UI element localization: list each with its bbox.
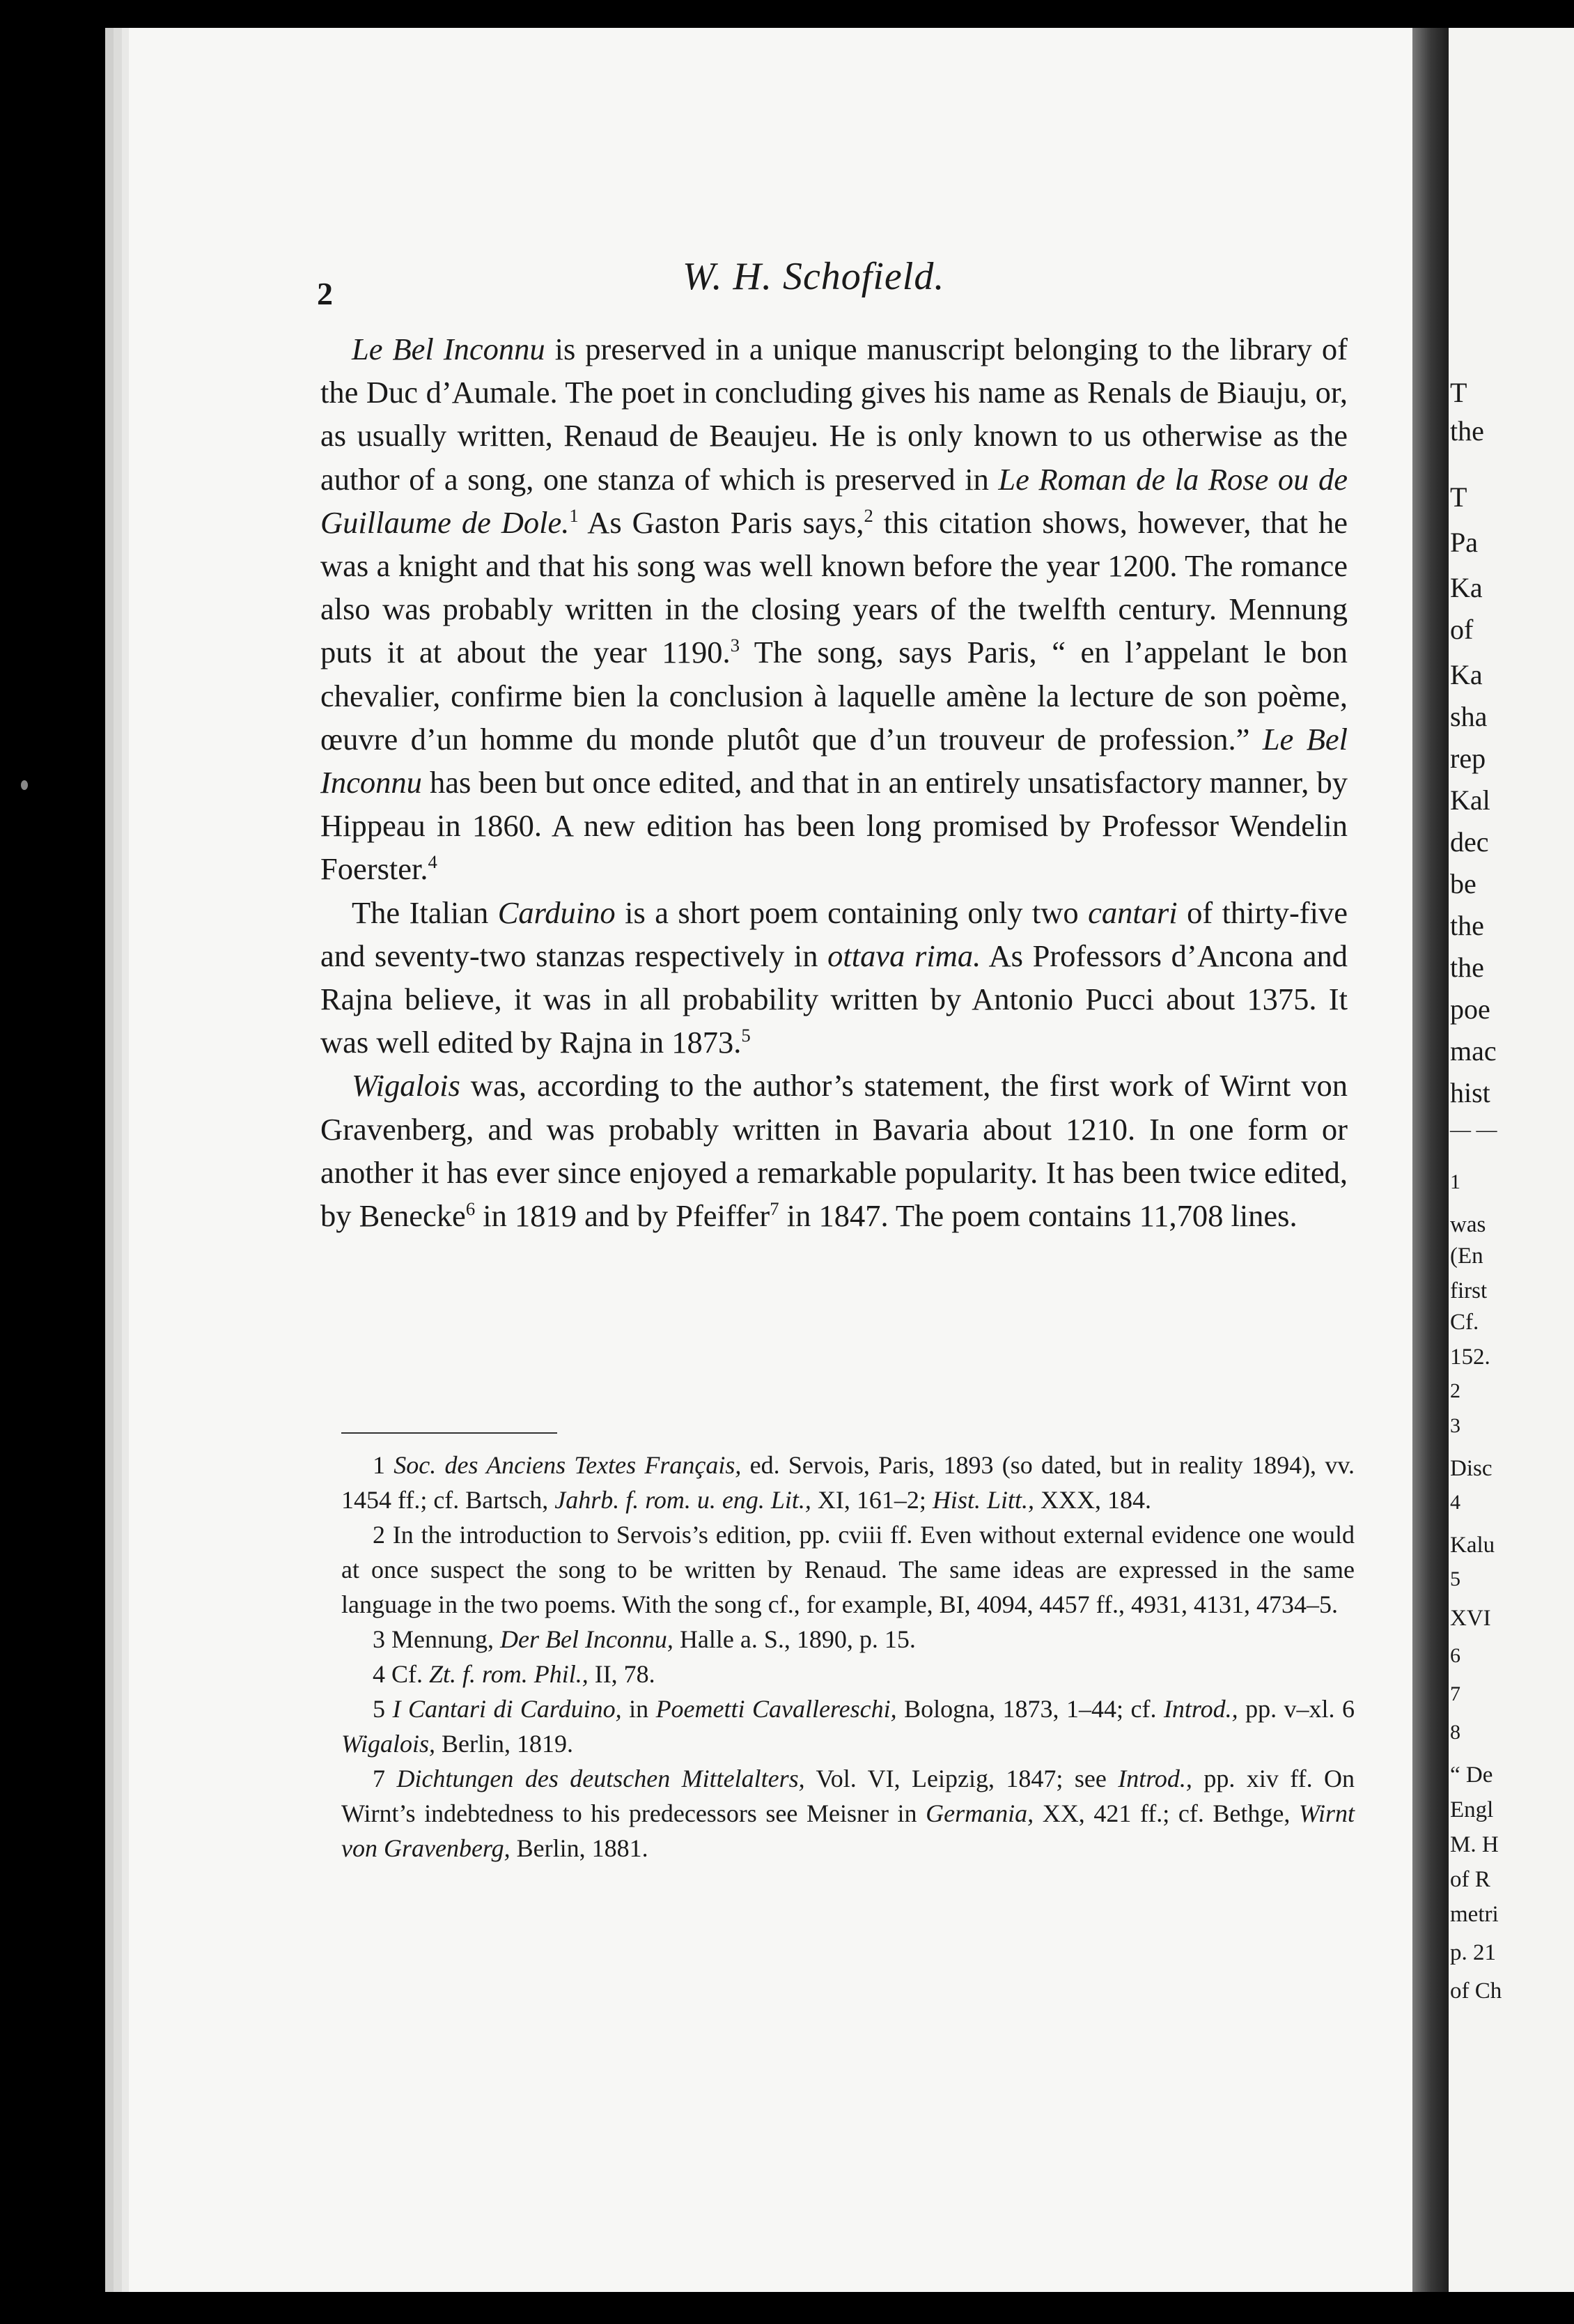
text-run: ed. Servois, Paris, 1893 (so dated, but in reality 1894), vv. 1454 ff.; cf. Bartsch, <box>341 1451 1355 1514</box>
text-run: ottava rima. <box>827 938 981 973</box>
text-run: has been but once edited, and that in an entirely unsatisfactory manner, by Hippeau in 1860. A new edition has been long promised by Professor Wendelin Foerster. <box>320 765 1348 887</box>
footnote-marker: 2 <box>864 504 873 526</box>
text-run: Germania, <box>926 1799 1034 1827</box>
footnote-marker: 6 <box>465 1198 476 1220</box>
footnote-7 <box>341 1761 1355 1866</box>
text-run: Berlin, 1819. <box>435 1730 574 1758</box>
right-page-fragment: be <box>1450 868 1476 899</box>
text-run: pp. xiv ff. On Wirnt’s indebtedness to his predecessors see Meisner in <box>341 1765 1355 1827</box>
footnote-marker: 5 <box>741 1025 751 1046</box>
right-page-fragment: Engl <box>1450 1797 1494 1822</box>
right-page-fragment: (En <box>1450 1244 1483 1269</box>
right-page-fragment: dec <box>1450 826 1489 858</box>
right-page-fragment: rep <box>1450 743 1486 774</box>
text-run: Dichtungen des deutschen Mittelalters, <box>396 1765 805 1792</box>
paragraph-carduino <box>320 891 1348 1064</box>
text-run: Hist. Litt., <box>932 1486 1034 1514</box>
text-run: 2 In the introduction to Servois’s edition, pp. cviii ff. Even without external evidence one would at once suspect the song to be written by Renaud. The same ideas are expressed in the same language in the two poems. With the song cf., for example, BI, 4094, 4457 ff., 4931, 4131, 4734–5. <box>341 1521 1355 1618</box>
text-run: As Gaston Paris says, <box>578 504 864 540</box>
right-page-fragment: Cf. <box>1450 1310 1479 1335</box>
right-page-fragment: sha <box>1450 701 1488 732</box>
text-run: Introd., <box>1118 1765 1192 1792</box>
right-page-fragment: of R <box>1450 1867 1490 1892</box>
right-page-fragment: 152. <box>1450 1345 1490 1370</box>
right-page-fragment: Disc <box>1450 1456 1493 1481</box>
right-page-fragment: “ De <box>1450 1763 1493 1788</box>
text-run: Le Bel Inconnu <box>352 332 545 366</box>
footnote-marker: 1 <box>569 504 579 526</box>
right-page-fragment: T <box>1450 481 1467 513</box>
text-run: Soc. des Anciens Textes Français, <box>394 1451 742 1479</box>
footnote-4 <box>341 1657 1355 1691</box>
text-run: Vol. VI, Leipzig, 1847; see <box>804 1765 1119 1792</box>
right-page-fragment: Kal <box>1450 784 1490 816</box>
text-run: in 1819 and by Pfeiffer <box>475 1198 770 1234</box>
right-page-fragment: Pa <box>1450 527 1478 558</box>
text-run: Halle a. S., 1890, p. 15. <box>673 1625 916 1653</box>
right-page-fragment: Kalu <box>1450 1533 1495 1558</box>
text-run: this citation shows, however, that he was a knight and that his song was well known before the year 1200. The romance also was probably written in the closing years of the twelfth century. Mennung puts it at about the year 1190. <box>320 504 1348 670</box>
right-page-fragment: of <box>1450 614 1474 645</box>
text-run: Wigalois <box>352 1068 460 1103</box>
text-run: Berlin, 1881. <box>510 1834 648 1862</box>
right-page-fragment: — — <box>1450 1118 1497 1141</box>
text-run: 1 <box>373 1451 394 1479</box>
text-run: The Italian <box>352 894 498 930</box>
right-page-fragment: 1 <box>1450 1170 1460 1193</box>
text-run: in <box>621 1695 656 1723</box>
text-run: Le Bel Inconnu <box>320 721 1348 800</box>
text-run: Der Bel Inconnu, <box>500 1625 673 1653</box>
footnote-rule <box>341 1432 557 1434</box>
right-page-fragment: 8 <box>1450 1721 1460 1744</box>
text-run: 7 <box>373 1765 397 1792</box>
footnotes <box>341 1448 1355 1866</box>
footnote-marker: 7 <box>770 1198 779 1220</box>
right-page-fragment: T <box>1450 377 1467 408</box>
footnote-5-6 <box>341 1691 1355 1761</box>
paragraph-le-bel-inconnu <box>320 327 1348 891</box>
text-run: Wigalois, <box>341 1730 436 1758</box>
text-run: Jahrb. f. rom. u. eng. Lit., <box>554 1486 811 1514</box>
text-run: 4 Cf. <box>373 1660 429 1688</box>
right-page-fragment: the <box>1450 415 1484 447</box>
text-run: of thirty-five and seventy-two stanzas respectively in <box>320 894 1348 973</box>
text-run: in 1847. The poem contains 11,708 lines. <box>779 1198 1298 1234</box>
right-page-fragment: mac <box>1450 1035 1497 1067</box>
right-page-fragment: XVI <box>1450 1606 1491 1631</box>
text-run: 5 <box>373 1695 393 1723</box>
text-run: Bologna, 1873, 1–44; cf. <box>896 1695 1164 1723</box>
right-page-fragment: p. 21 <box>1450 1940 1496 1965</box>
right-page-fragment: 5 <box>1450 1567 1460 1590</box>
text-run: I Cantari di Carduino, <box>392 1695 622 1723</box>
text-run: XX, 421 ff.; cf. Bethge, <box>1034 1799 1299 1827</box>
footnote-2 <box>341 1517 1355 1622</box>
right-page-fragment: metri <box>1450 1902 1499 1927</box>
right-page-fragment: the <box>1450 952 1484 983</box>
text-run: Introd., <box>1163 1695 1238 1723</box>
right-page-fragment: the <box>1450 910 1484 941</box>
text-run: XXX, 184. <box>1034 1486 1151 1514</box>
paragraph-wigalois <box>320 1064 1348 1237</box>
text-run: II, 78. <box>588 1660 655 1688</box>
text-run: 3 Mennung, <box>373 1625 500 1653</box>
right-page-fragment: Ka <box>1450 572 1483 603</box>
text-run: is a short poem containing only two <box>615 894 1089 930</box>
right-page-fragment: hist <box>1450 1077 1490 1108</box>
right-page-fragment: Ka <box>1450 659 1483 690</box>
text-run: pp. v–xl. 6 <box>1238 1695 1355 1723</box>
body-text <box>320 327 1348 1237</box>
right-page-fragment: poe <box>1450 993 1490 1025</box>
right-page-fragment: 3 <box>1450 1414 1460 1437</box>
text-run: Le Roman de la Rose ou de Guillaume de Dole. <box>320 461 1348 540</box>
right-page-fragment: first <box>1450 1278 1488 1303</box>
page-number: 2 <box>317 276 333 311</box>
right-page-fragment: was <box>1450 1212 1486 1237</box>
scan-speck <box>21 780 28 790</box>
text-run: Wirnt von Gravenberg, <box>341 1799 1355 1862</box>
text-run: is preserved in a unique manuscript belonging to the library of the Duc d’Aumale. The poet in concluding gives his name as Renals de Biauju, or, as usually written, Renaud de Beaujeu. He is only known to us otherwise as the author of a song, one stanza of which is preserved in <box>320 332 1348 497</box>
text-run: XI, 161–2; <box>811 1486 933 1514</box>
right-page-fragment: 4 <box>1450 1491 1460 1514</box>
text-run: was, according to the author’s statement, the first work of Wirnt von Gravenberg, and was probably written in Bavaria about 1210. In one form or another it has ever since enjoyed a remarkable popularity. It has been twice edited, by Benecke <box>320 1068 1348 1234</box>
footnote-marker: 4 <box>428 851 437 873</box>
text-run: cantari <box>1088 894 1178 930</box>
running-head: W. H. Schofield. <box>683 255 945 298</box>
right-page-edge <box>1449 28 1574 2292</box>
text-run: Poemetti Cavallereschi, <box>655 1695 897 1723</box>
text-run: The song, says Paris, “ en l’appelant le bon chevalier, confirme bien la conclusion à laquelle amène la lecture de son poème, œuvre d’un homme du monde plutôt que d’un trouveur de profession.” <box>320 635 1348 757</box>
text-run: Carduino <box>497 894 616 930</box>
book-gutter <box>1412 28 1449 2292</box>
right-page-fragment: M. H <box>1450 1832 1499 1857</box>
text-run: Zt. f. rom. Phil., <box>429 1660 589 1688</box>
text-run: As Professors d’Ancona and Rajna believe, it was in all probability written by Antonio Pucci about 1375. It was well edited by Rajna in 1873. <box>320 938 1348 1060</box>
right-page-fragment: 6 <box>1450 1644 1460 1667</box>
footnote-1 <box>341 1448 1355 1517</box>
footnote-marker: 3 <box>730 635 740 656</box>
right-page-fragment: of Ch <box>1450 1978 1502 2004</box>
right-page-fragment: 7 <box>1450 1682 1460 1705</box>
right-page-fragment: 2 <box>1450 1379 1460 1402</box>
footnote-3 <box>341 1622 1355 1657</box>
